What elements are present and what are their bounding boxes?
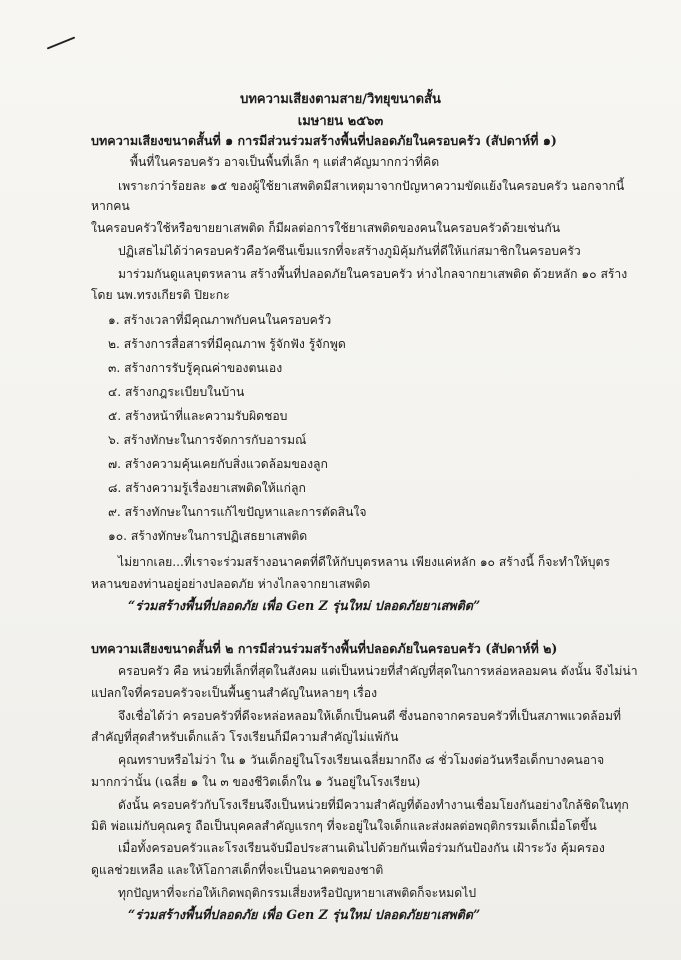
- article2-paragraph: ครอบครัว คือ หน่วยที่เล็กที่สุดในสังคม แต่เป็นหน่วยที่สำคัญที่สุดในการหล่อหลอมคน ดังนั้น จึงไม่น่า: [118, 664, 638, 678]
- article2-paragraph: ดูแลช่วยเหลือ และให้โอกาสเด็กที่จะเป็นอนาคตของชาติ: [91, 863, 384, 877]
- list-item: ๗. สร้างความคุ้นเคยกับสิ่งแวดล้อมของลูก: [108, 457, 328, 471]
- article2-paragraph: สำคัญที่สุดสำหรับเด็กแล้ว โรงเรียนก็มีความสำคัญไม่แพ้กัน: [91, 730, 399, 744]
- article1-paragraph: ในครอบครัวใช้หรือขายยาเสพติด ก็มีผลต่อการใช้ยาเสพติดของคนในครอบครัวด้วยเช่นกัน: [91, 221, 561, 235]
- document-title: บทความเสียงตามสาย/วิทยุขนาดสั้น: [240, 92, 441, 107]
- article1-paragraph: หากคน: [91, 199, 130, 213]
- list-item: ๘. สร้างความรู้เรื่องยาเสพติดให้แก่ลูก: [108, 481, 306, 495]
- article2-paragraph: ดังนั้น ครอบครัวกับโรงเรียนจึงเป็นหน่วยที่มีความสำคัญที่ต้องทำงานเชื่อมโยงกันอย่างใกล้ชิดในทุก: [118, 798, 629, 812]
- article2-paragraph: จึงเชื่อได้ว่า ครอบครัวที่ดีจะหล่อหลอมให้เด็กเป็นคนดี ซึ่งนอกจากครอบครัวที่เป็นสภาพแวดล้อมที่: [118, 709, 622, 723]
- document-date: เมษายน ๒๕๖๓: [297, 114, 384, 129]
- list-item: ๒. สร้างการสื่อสารที่มีคุณภาพ รู้จักฟัง รู้จักพูด: [108, 337, 346, 351]
- article2-paragraph: แปลกใจที่ครอบครัวจะเป็นพื้นฐานสำคัญในหลายๆ เรื่อง: [91, 686, 378, 700]
- article2-paragraph: เมื่อทั้งครอบครัวและโรงเรียนจับมือประสานเดินไปด้วยกันเพื่อร่วมกันป้องกัน เฝ้าระวัง คุ้มครอง: [118, 841, 605, 855]
- list-item: ๕. สร้างหน้าที่และความรับผิดชอบ: [108, 409, 288, 423]
- article1-paragraph: เพราะกว่าร้อยละ ๑๕ ของผู้ใช้ยาเสพติดมีสาเหตุมาจากปัญหาความขัดแย้งในครอบครัว นอกจากนี้: [118, 179, 625, 193]
- list-item: ๑๐. สร้างทักษะในการปฏิเสธยาเสพติด: [108, 529, 308, 543]
- list-item: ๙. สร้างทักษะในการแก้ไขปัญหาและการตัดสินใจ: [108, 505, 367, 519]
- pen-mark: [47, 36, 76, 49]
- article2-heading: บทความเสียงขนาดสั้นที่ ๒ การมีส่วนร่วมสร้างพื้นที่ปลอดภัยในครอบครัว (สัปดาห์ที่ ๒): [91, 641, 558, 656]
- list-item: ๑. สร้างเวลาที่มีคุณภาพกับคนในครอบครัว: [108, 313, 332, 327]
- list-item: ๔. สร้างกฎระเบียบในบ้าน: [108, 385, 245, 399]
- article1-paragraph: ไม่ยากเลย...ที่เราจะร่วมสร้างอนาคตที่ดีให้กับบุตรหลาน เพียงแค่หลัก ๑๐ สร้างนี้ ก็จะทำให้บุตร: [118, 555, 610, 569]
- article1-paragraph: โดย นพ.ทรงเกียรติ ปิยะกะ: [91, 288, 230, 302]
- list-item: ๖. สร้างทักษะในการจัดการกับอารมณ์: [108, 433, 307, 447]
- article1-heading: บทความเสียงขนาดสั้นที่ ๑ การมีส่วนร่วมสร้างพื้นที่ปลอดภัยในครอบครัว (สัปดาห์ที่ ๑): [91, 133, 557, 148]
- article2-paragraph: คุณทราบหรือไม่ว่า ใน ๑ วันเด็กอยู่ในโรงเรียนเฉลี่ยมากถึง ๘ ชั่วโมงต่อวันหรือเด็กบางคนอาจ: [118, 753, 605, 767]
- article1-paragraph: ปฏิเสธไม่ได้ว่าครอบครัวคือวัคซีนเข็มแรกที่จะสร้างภูมิคุ้มกันที่ดีให้แก่สมาชิกในครอบครัว: [118, 244, 581, 258]
- article1-slogan: “ร่วมสร้างพื้นที่ปลอดภัย เพื่อ Gen Z รุ่นใหม่ ปลอดภัยยาเสพติด”: [128, 598, 481, 613]
- article1-paragraph: หลานของท่านอยู่อย่างปลอดภัย ห่างไกลจากยาเสพติด: [91, 577, 371, 591]
- list-item: ๓. สร้างการรับรู้คุณค่าของตนเอง: [108, 361, 283, 375]
- article2-paragraph: มิติ พ่อแม่กับคุณครู ถือเป็นบุคคลสำคัญแรกๆ ที่จะอยู่ในใจเด็กและส่งผลต่อพฤติกรรมเด็กเมื่อโตขึ้น: [91, 819, 597, 833]
- article2-paragraph: ทุกปัญหาที่จะก่อให้เกิดพฤติกรรมเสี่ยงหรือปัญหายาเสพติดก็จะหมดไป: [118, 886, 477, 900]
- article1-paragraph: พื้นที่ในครอบครัว อาจเป็นพื้นที่เล็ก ๆ แต่สำคัญมากกว่าที่คิด: [130, 155, 440, 169]
- article1-paragraph: มาร่วมกันดูแลบุตรหลาน สร้างพื้นที่ปลอดภัยในครอบครัว ห่างไกลจากยาเสพติด ด้วยหลัก ๑๐ สร้าง: [118, 267, 628, 281]
- article2-paragraph: มากกว่านั้น (เฉลี่ย ๑ ใน ๓ ของชีวิตเด็กใน ๑ วันอยู่ในโรงเรียน): [91, 775, 421, 789]
- article2-slogan: “ร่วมสร้างพื้นที่ปลอดภัย เพื่อ Gen Z รุ่นใหม่ ปลอดภัยยาเสพติด”: [128, 907, 481, 922]
